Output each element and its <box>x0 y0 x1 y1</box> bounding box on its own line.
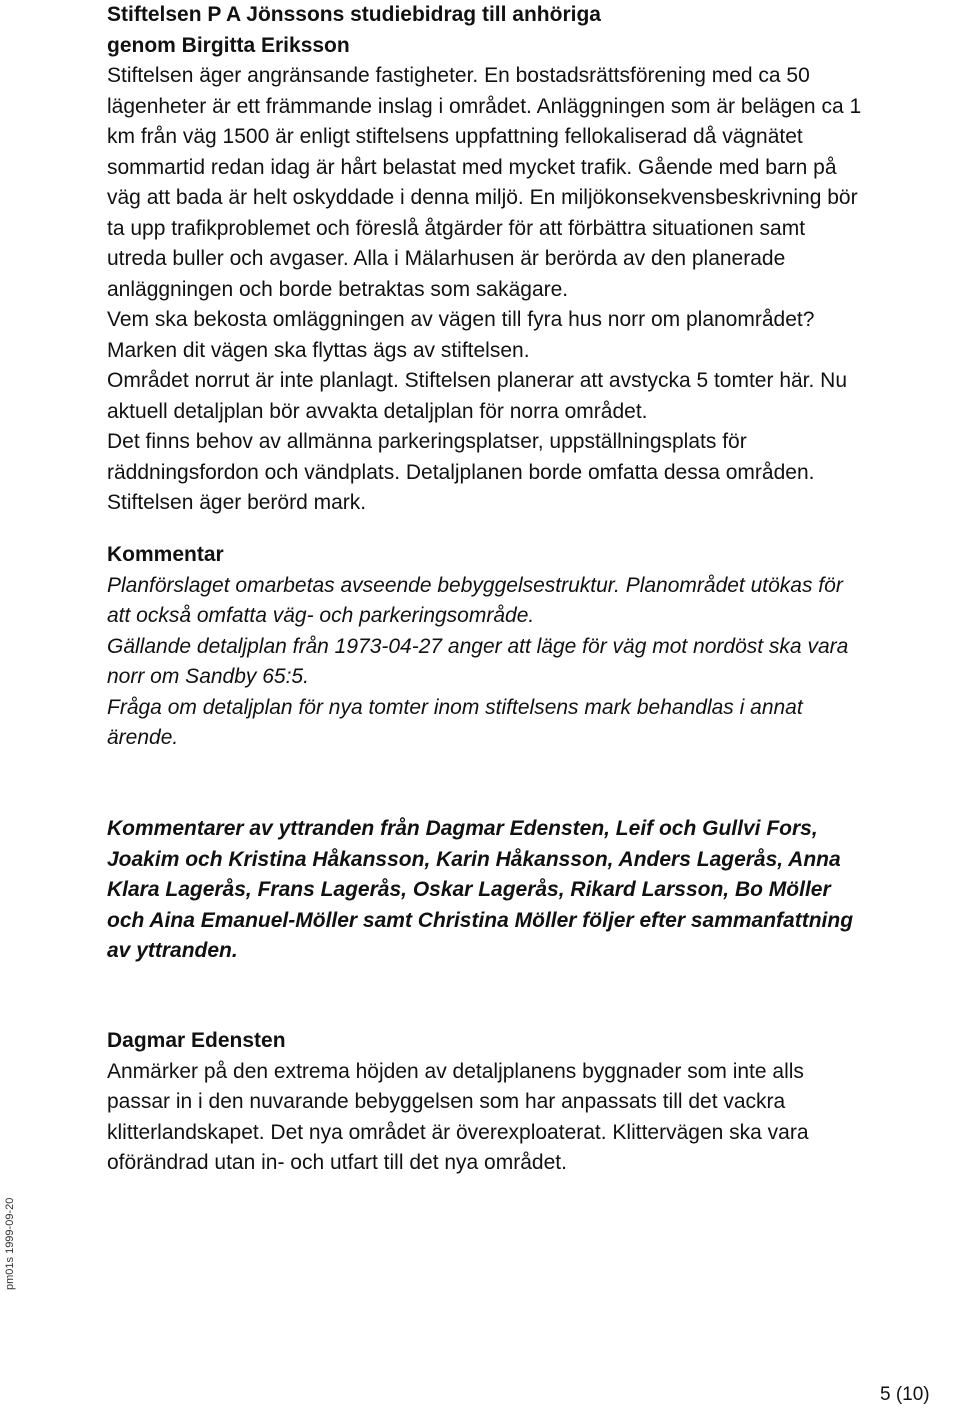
section-kommentar <box>107 540 848 754</box>
dagmar-heading: Dagmar Edensten <box>107 1029 286 1052</box>
body-text-line: Marken dit vägen ska flyttas ägs av stiftelsen. <box>107 338 530 362</box>
body-text-line: Stiftelsen äger angränsande fastigheter. En bostadsrättsförening med ca 50 <box>107 64 810 87</box>
document-id-mark: pm01s 1999-09-20 <box>4 1197 16 1290</box>
kommentar-text-line: Gällande detaljplan från 1973-04-27 anger att läge för väg mot nordöst ska vara <box>107 634 849 658</box>
kommentar-text-line: att också omfatta väg- och parkeringsområde. <box>107 604 535 627</box>
body-text-line: Stiftelsen äger berörd mark. <box>107 491 367 514</box>
body-text-line: räddningsfordon och vändplats. Detaljplanen borde omfatta dessa områden. <box>107 460 815 484</box>
kommentarer-heading-line: och Aina Emanuel-Möller samt Christina Möller följer efter sammanfattning <box>107 908 854 932</box>
body-text-line: sommartid redan idag är hårt belastat med mycket trafik. Gående med barn på <box>107 155 837 179</box>
dagmar-text-line: Anmärker på den extrema höjden av detaljplanens byggnader som inte alls <box>107 1059 804 1083</box>
body-text-line: väg att bada är helt oskyddade i denna miljö. En miljökonsekvensbeskrivning bör <box>107 186 858 209</box>
body-text-line: aktuell detaljplan bör avvakta detaljplan för norra området. <box>107 399 648 423</box>
section-kommentarer-av-yttranden <box>107 814 853 967</box>
kommentarer-heading-line: av yttranden. <box>107 939 238 962</box>
body-text-line: km från väg 1500 är enligt stiftelsens uppfattning fellokaliserad då vägnätet <box>107 125 803 148</box>
body-text-line: Området norrut är inte planlagt. Stiftelsen planerar att avstycka 5 tomter här. Nu <box>107 369 848 392</box>
kommentar-text-line: Planförslaget omarbetas avseende bebyggelsestruktur. Planområdet utökas för <box>107 573 843 597</box>
kommentarer-heading-line: Joakim och Kristina Håkansson, Karin Håkansson, Anders Lagerås, Anna <box>107 847 841 871</box>
kommentar-text-line: Fråga om detaljplan för nya tomter inom stiftelsens mark behandlas i annat <box>107 695 803 719</box>
kommentar-text-line: norr om Sandby 65:5. <box>107 665 309 688</box>
section-heading-line: Stiftelsen P A Jönssons studiebidrag till anhöriga <box>107 3 601 26</box>
dagmar-text-line: passar in i den nuvarande bebyggelsen som har anpassats till det vackra <box>107 1090 786 1113</box>
dagmar-text-line: klitterlandskapet. Det nya området är överexploaterat. Klittervägen ska vara <box>107 1120 809 1144</box>
dagmar-text-line: oförändrad utan in- och utfart till det nya området. <box>107 1151 567 1174</box>
kommentar-text-line: ärende. <box>107 726 179 749</box>
body-text-line: utreda buller och avgaser. Alla i Mälarhusen är berörda av den planerade <box>107 247 786 270</box>
body-text-line: Vem ska bekosta omläggningen av vägen till fyra hus norr om planområdet? <box>107 308 815 331</box>
section-dagmar-edensten <box>107 1026 809 1179</box>
body-text-line: anläggningen och borde betraktas som sakägare. <box>107 277 569 301</box>
section-heading-line: genom Birgitta Eriksson <box>107 33 350 57</box>
page-number: 5 (10) <box>880 1384 930 1405</box>
section-stiftelsen <box>107 0 861 519</box>
body-text-line: Det finns behov av allmänna parkeringsplatser, uppställningsplats för <box>107 430 747 453</box>
body-text-line: ta upp trafikproblemet och föreslå åtgärder för att förbättra situationen samt <box>107 216 806 240</box>
kommentarer-heading-line: Klara Lagerås, Frans Lagerås, Oskar Lagerås, Rikard Larsson, Bo Möller <box>107 878 831 901</box>
kommentarer-heading-line: Kommentarer av yttranden från Dagmar Edensten, Leif och Gullvi Fors, <box>107 817 818 840</box>
kommentar-heading: Kommentar <box>107 543 224 566</box>
body-text-line: lägenheter är ett främmande inslag i området. Anläggningen som är belägen ca 1 <box>107 94 862 118</box>
